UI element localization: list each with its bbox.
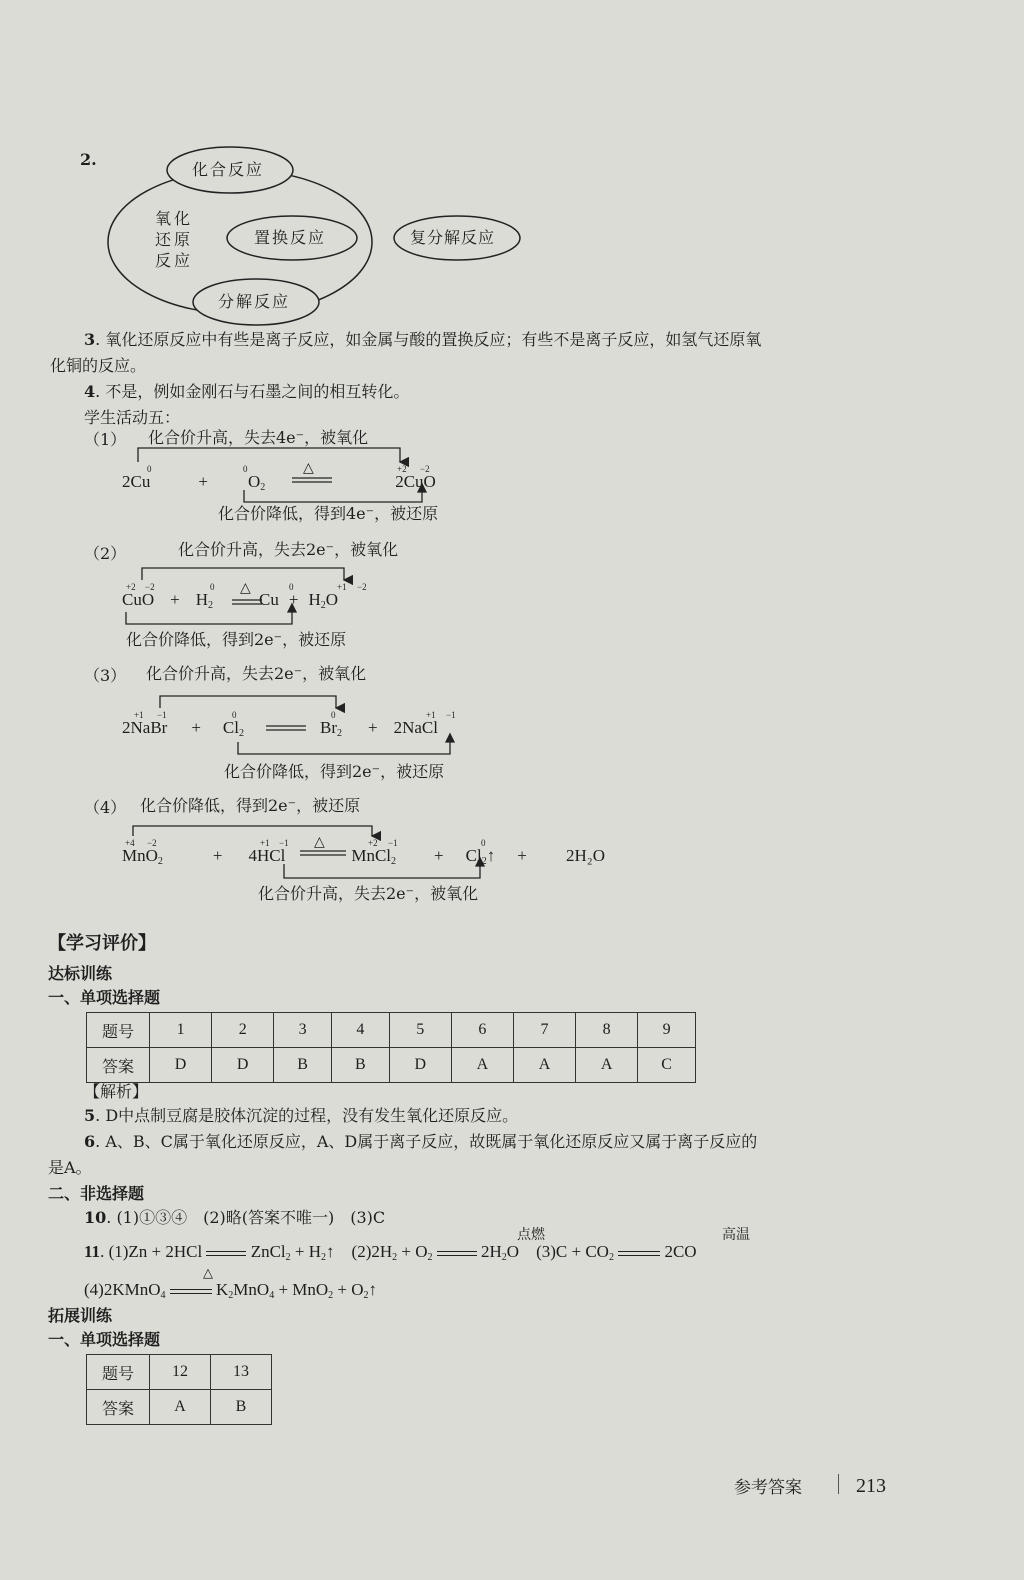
table-header-cell: 题号 bbox=[87, 1355, 150, 1390]
table-header-cell: 答案 bbox=[87, 1390, 150, 1425]
displacement-label: 置换反应 bbox=[254, 228, 327, 247]
table-row-answers bbox=[87, 1048, 696, 1083]
table-cell-answer: D bbox=[150, 1048, 212, 1083]
q3-line1: 3. 氧化还原反应中有些是离子反应，如金属与酸的置换反应；有些不是离子反应，如氢气还原氧 bbox=[84, 330, 762, 349]
eq1-ox-o2: 0 bbox=[243, 464, 248, 474]
eq3-oxidation-note: 化合价升高，失去2e⁻，被氧化 bbox=[146, 664, 367, 683]
table-cell-answer: B bbox=[331, 1048, 389, 1083]
activity-5-title: 学生活动五： bbox=[84, 408, 181, 427]
eq4-ox-h: +1 bbox=[260, 838, 270, 848]
table-cell-number: 13 bbox=[211, 1355, 272, 1390]
eq1-reduction-note: 化合价降低，得到4e⁻，被还原 bbox=[218, 504, 439, 523]
table-cell-number: 8 bbox=[576, 1013, 638, 1048]
eq1-label: （1） bbox=[84, 430, 127, 449]
eq4-ox-mn-product: +2 bbox=[368, 838, 378, 848]
analysis-6-line1: 6. A、B、C属于氧化还原反应，A、D属于离子反应，故既属于氧化还原反应又属于离子反应的 bbox=[84, 1132, 758, 1151]
eq4-ox-cl: −1 bbox=[279, 838, 289, 848]
table-cell-answer: A bbox=[150, 1390, 211, 1425]
table-cell-answer: A bbox=[576, 1048, 638, 1083]
multiple-choice-heading: 一、单项选择题 bbox=[48, 988, 161, 1007]
eq3-ox-na-product: +1 bbox=[426, 710, 436, 720]
table-row-numbers bbox=[87, 1355, 272, 1390]
table-cell-number: 5 bbox=[389, 1013, 451, 1048]
decomposition-label: 分解反应 bbox=[218, 292, 291, 311]
table-cell-answer: B bbox=[211, 1390, 272, 1425]
eq3-ox-cl-product: −1 bbox=[446, 710, 456, 720]
analysis-heading: 【解析】 bbox=[84, 1082, 149, 1101]
eq2-ox-cu: +2 bbox=[126, 582, 136, 592]
table-header-cell: 题号 bbox=[87, 1013, 150, 1048]
answer-11-line1: 11. (1)Zn + 2HCl ZnCl$_2$ + $H_2↑$ $(2)2H_2 + O_2$ $2H_2O$ $(3)C + CO_2$ 2CO bbox=[84, 1242, 697, 1263]
eq2-ox-o-product: −2 bbox=[357, 582, 367, 592]
condition-high-temp: 高温 bbox=[722, 1227, 750, 1243]
eq3-label: （3） bbox=[84, 666, 127, 685]
eq4-label: （4） bbox=[84, 798, 127, 817]
eq2-label: （2） bbox=[84, 544, 127, 563]
eq2-ox-h2: 0 bbox=[210, 582, 215, 592]
table-cell-number: 2 bbox=[212, 1013, 274, 1048]
eq4-ox-mn: +4 bbox=[125, 838, 135, 848]
table-cell-answer: A bbox=[451, 1048, 513, 1083]
table-cell-number: 1 bbox=[150, 1013, 212, 1048]
non-multiple-choice-heading: 二、非选择题 bbox=[48, 1184, 145, 1203]
table-cell-number: 7 bbox=[513, 1013, 575, 1048]
eq2-ox-cu-product: 0 bbox=[289, 582, 294, 592]
table-cell-answer: B bbox=[274, 1048, 332, 1083]
eq2-reduction-note: 化合价降低，得到2e⁻，被还原 bbox=[126, 630, 347, 649]
q4-text: 4. 不是，例如金刚石与石墨之间的相互转化。 bbox=[84, 382, 410, 401]
table-cell-number: 9 bbox=[638, 1013, 696, 1048]
table-header-cell: 答案 bbox=[87, 1048, 150, 1083]
answer-table-2 bbox=[86, 1354, 272, 1425]
eq4-heat-sign: △ bbox=[314, 834, 325, 850]
condition-ignite: 点燃 bbox=[517, 1227, 545, 1243]
eq4-equation: MnO$_2$ + 4HCl MnCl$_2$ + $Cl_2↑$ + bbox=[122, 846, 527, 867]
answer-10: 10. (1)①③④ (2)略(答案不唯一) (3)C bbox=[84, 1208, 386, 1227]
footer-label: 参考答案 bbox=[734, 1478, 802, 1498]
eq1-heat-sign: △ bbox=[303, 460, 314, 476]
eq4-ox-o: −2 bbox=[147, 838, 157, 848]
analysis-6-line2: 是A。 bbox=[48, 1158, 92, 1177]
combination-label: 化合反应 bbox=[192, 160, 265, 179]
eq2-oxidation-note: 化合价升高，失去2e⁻，被氧化 bbox=[178, 540, 399, 559]
eq2-equation: CuO + $H_2$ $Cu + H_2O$ bbox=[122, 590, 338, 611]
footer-divider bbox=[838, 1474, 839, 1494]
table-cell-answer: A bbox=[513, 1048, 575, 1083]
condition-heat: △ bbox=[203, 1266, 213, 1281]
table-cell-number: 6 bbox=[451, 1013, 513, 1048]
eq3-ox-br2: 0 bbox=[331, 710, 336, 720]
q3-line2: 化铜的反应。 bbox=[50, 356, 147, 375]
answer-11-line2: (4)2KMnO$_4$ $K_2MnO_4 + MnO_2$ + $O_2↑$ bbox=[84, 1280, 378, 1301]
page-number: 213 bbox=[856, 1475, 886, 1497]
redox-label-1: 氧化 bbox=[155, 209, 194, 228]
analysis-5: 5. D中点制豆腐是胶体沉淀的过程，没有发生氧化还原反应。 bbox=[84, 1106, 519, 1125]
eq1-ox-cu: 0 bbox=[147, 464, 152, 474]
eq3-ox-br: −1 bbox=[157, 710, 167, 720]
eq2-heat-sign: △ bbox=[240, 580, 251, 596]
table-cell-number: 12 bbox=[150, 1355, 211, 1390]
redox-label-3: 反应 bbox=[155, 251, 194, 270]
eq3-equation: 2NaBr + $Cl_2$ $Br_2$ + 2NaCl bbox=[122, 718, 438, 739]
eq4-oxidation-note: 化合价升高，失去2e⁻，被氧化 bbox=[258, 884, 479, 903]
multiple-choice-heading-2: 一、单项选择题 bbox=[48, 1330, 161, 1349]
redox-label-2: 还原 bbox=[155, 230, 194, 249]
table-row-numbers bbox=[87, 1013, 696, 1048]
table-cell-number: 4 bbox=[331, 1013, 389, 1048]
evaluation-heading: 【学习评价】 bbox=[48, 933, 156, 954]
eq4-reduction-note: 化合价降低，得到2e⁻，被还原 bbox=[140, 796, 361, 815]
eq2-ox-h-product: +1 bbox=[337, 582, 347, 592]
table-cell-answer: D bbox=[212, 1048, 274, 1083]
table-cell-number: 3 bbox=[274, 1013, 332, 1048]
table-row-answers bbox=[87, 1390, 272, 1425]
eq3-ox-na: +1 bbox=[134, 710, 144, 720]
eq1-oxidation-note: 化合价升高，失去4e⁻，被氧化 bbox=[148, 428, 369, 447]
eq4-ox-cl2: 0 bbox=[481, 838, 486, 848]
eq3-ox-cl2: 0 bbox=[232, 710, 237, 720]
double-decomposition-label: 复分解反应 bbox=[410, 228, 496, 247]
table-cell-answer: C bbox=[638, 1048, 696, 1083]
eq1-ox-o-product: −2 bbox=[420, 464, 430, 474]
eq3-reduction-note: 化合价降低，得到2e⁻，被还原 bbox=[224, 762, 445, 781]
standard-training-heading: 达标训练 bbox=[48, 964, 113, 983]
eq4-ox-cl-product: −1 bbox=[388, 838, 398, 848]
extension-training-heading: 拓展训练 bbox=[48, 1306, 113, 1325]
answer-table-1 bbox=[86, 1012, 696, 1083]
q2-number: 2. bbox=[80, 150, 97, 169]
table-cell-answer: D bbox=[389, 1048, 451, 1083]
eq4-water: 2H₂O bbox=[566, 846, 605, 865]
eq1-equation: $2Cu + O_2$ 2CuO bbox=[122, 472, 436, 493]
eq2-ox-o: −2 bbox=[145, 582, 155, 592]
eq1-ox-cu-product: +2 bbox=[397, 464, 407, 474]
